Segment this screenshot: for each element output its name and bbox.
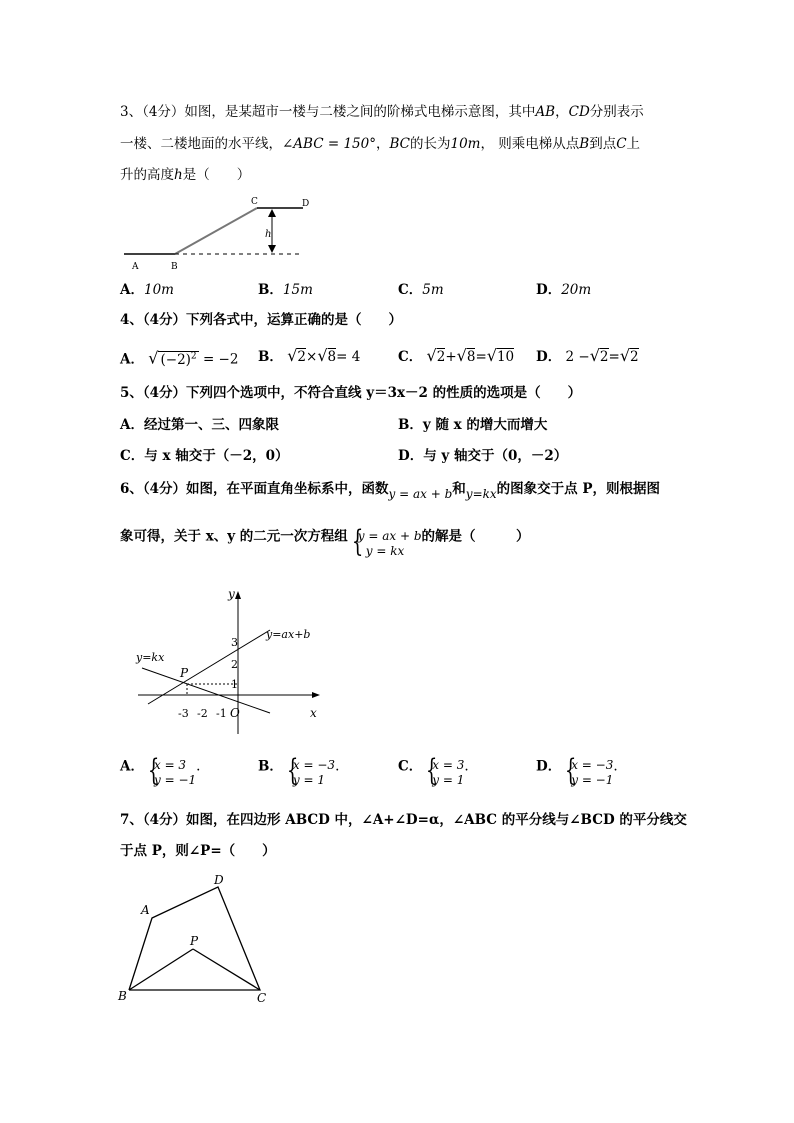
sol-y: y = 1	[292, 773, 326, 787]
option-letter: A．	[120, 417, 144, 433]
option-letter: B．	[258, 282, 283, 298]
equation-system	[144, 753, 197, 788]
q4-stem: 4、（4分）下列各式中，运算正确的是（ ）	[120, 312, 403, 328]
q6-and: 和	[452, 481, 466, 497]
fig-label-c: C	[251, 197, 258, 207]
q3-len: 10m	[450, 136, 481, 152]
option-letter: D．	[536, 758, 562, 775]
sqrt-symbol: √	[619, 346, 631, 365]
escalator-bc	[175, 208, 257, 254]
brace: {	[351, 524, 364, 559]
q3-ab: AB	[535, 104, 556, 120]
q3-sep: ，	[555, 104, 569, 120]
option-value: 10m	[143, 282, 174, 298]
fig-label-h: h	[265, 229, 272, 240]
line2-label: y=kx	[136, 651, 165, 664]
q3-text-2b: ，	[375, 136, 390, 152]
q7-figure	[115, 872, 285, 1007]
operator: +	[445, 349, 457, 365]
radicand: 2	[297, 349, 307, 365]
q3-option-a[interactable]	[120, 281, 174, 299]
option-text: 与 x 轴交于（－2，0）	[144, 448, 289, 464]
q3-option-d[interactable]	[536, 281, 591, 299]
sol-y: y = −1	[153, 773, 197, 787]
y-axis-label: y	[228, 587, 235, 601]
sol-y: y = 1	[432, 773, 465, 787]
sqrt-symbol: √	[426, 346, 437, 365]
q6-text-1b: 的图象交于点 P，则根据图	[496, 481, 661, 497]
arrow-head-up	[268, 209, 276, 217]
option-letter: A．	[120, 758, 144, 775]
operator: ×	[306, 349, 318, 365]
option-letter: B．	[258, 349, 283, 365]
radicand-text: (−2)	[160, 351, 191, 368]
system-eq2: y = kx	[365, 544, 405, 558]
q5-option-a[interactable]	[120, 416, 279, 434]
q4-option-a[interactable]	[120, 347, 238, 369]
x-axis-label: x	[310, 706, 317, 720]
option-letter: C．	[398, 349, 423, 365]
sqrt-symbol: √	[287, 346, 298, 365]
option-value: 15m	[282, 282, 313, 298]
label-a: A	[141, 903, 150, 917]
option-letter: C．	[398, 282, 423, 298]
brace: {	[147, 753, 160, 788]
point-p-label: P	[180, 666, 189, 680]
option-letter: C．	[120, 448, 145, 464]
label-p: P	[190, 934, 199, 948]
q6-graph	[130, 588, 330, 738]
fig-label-d: D	[302, 199, 310, 209]
radicand: 10	[496, 349, 515, 365]
sol-x: x = −3	[292, 758, 336, 772]
option-dot: .	[196, 758, 201, 775]
exponent: 2	[190, 351, 197, 361]
q3-text-b: 分别表示	[589, 104, 644, 120]
equation-system	[422, 753, 465, 788]
q5-option-d[interactable]	[398, 447, 567, 465]
q3-angle: ∠ABC = 150°	[282, 136, 376, 152]
tick-x-neg2: -2	[197, 707, 208, 720]
option-dot: .	[613, 758, 618, 775]
line1-label: y=ax+b	[266, 628, 311, 641]
option-letter: D．	[398, 448, 424, 464]
q3-h: h	[174, 167, 183, 183]
q3-text-3b: 是（ ）	[182, 167, 251, 183]
option-letter: D．	[536, 349, 562, 365]
tick-y-3: 3	[231, 636, 238, 649]
x-axis-arrow	[312, 692, 320, 698]
fig-label-a: A	[132, 262, 139, 272]
option-letter: A．	[120, 282, 144, 298]
option-rest: = −2	[198, 351, 239, 368]
equation-system	[283, 753, 336, 788]
q6-option-c[interactable]	[398, 752, 469, 788]
line-ax-b	[148, 630, 270, 704]
option-rest: = 4	[336, 349, 361, 365]
tick-y-1: 1	[231, 678, 238, 691]
q3-cd: CD	[568, 104, 590, 120]
q6-text-2b: 的解是（ ）	[421, 528, 530, 545]
q3-text-2c: 的长为	[410, 136, 451, 152]
sqrt-symbol: √	[317, 346, 328, 365]
q3-line2	[120, 135, 640, 153]
q3-b: B	[579, 136, 590, 152]
system-eq1: y = ax + b	[357, 529, 422, 543]
brace: {	[426, 753, 438, 788]
option-letter: D．	[536, 282, 562, 298]
q5-option-b[interactable]	[398, 416, 547, 434]
q6-f1: y = ax + b	[388, 487, 453, 501]
q4-option-d[interactable]	[536, 347, 639, 366]
equals: =	[608, 349, 620, 365]
option-letter: B．	[398, 417, 423, 433]
label-d: D	[214, 873, 224, 887]
sqrt-symbol: √	[148, 348, 159, 368]
q3-bc: BC	[389, 136, 410, 152]
option-text: y 随 x 的增大而增大	[422, 417, 548, 433]
radicand	[158, 351, 198, 368]
option-letter: C．	[398, 758, 423, 775]
q3-text-2e: 到点	[589, 136, 617, 152]
q4-option-b[interactable]	[258, 347, 360, 366]
sol-x: x = 3	[153, 758, 187, 772]
q4-option-c[interactable]	[398, 347, 514, 366]
option-text: 与 y 轴交于（0，－2）	[423, 448, 568, 464]
radicand: 8	[327, 349, 337, 365]
label-b: B	[118, 989, 127, 1003]
q3-option-b[interactable]	[258, 281, 313, 299]
brace: {	[286, 753, 299, 788]
option-dot: .	[335, 758, 340, 775]
radicand: 2	[599, 349, 609, 365]
bisector-cp	[193, 949, 260, 990]
option-value: 20m	[561, 282, 592, 298]
q3-text-2a: 一楼、二楼地面的水平线，	[120, 136, 282, 152]
option-letter: B．	[258, 758, 283, 775]
q6-f2: y=kx	[465, 487, 497, 501]
option-letter: A．	[120, 351, 144, 368]
q3-figure	[120, 195, 320, 270]
bisector-bp	[129, 949, 193, 990]
q3-text-2f: 上	[626, 136, 641, 152]
origin-label: O	[230, 706, 240, 720]
q6-line1	[120, 480, 661, 501]
q3-line1	[120, 103, 644, 121]
q3-text: 3、（4分）如图，是某超市一楼与二楼之间的阶梯式电梯示意图，其中	[120, 104, 536, 120]
equals: =	[475, 349, 487, 365]
sqrt-symbol: √	[456, 346, 467, 365]
q7-line2: 于点 P，则∠P=（ ）	[120, 843, 276, 859]
radicand: 2	[436, 349, 446, 365]
radicand: 8	[466, 349, 476, 365]
sqrt-symbol: √	[486, 346, 497, 365]
sqrt-symbol: √	[589, 346, 600, 365]
sol-x: x = 3	[432, 758, 465, 772]
q3-line3	[120, 166, 250, 184]
tick-x-neg3: -3	[178, 707, 189, 720]
option-value: 5m	[422, 282, 444, 298]
arrow-head-down	[268, 245, 276, 253]
q3-text-3a: 升的高度	[120, 167, 174, 183]
equation-system	[561, 753, 614, 788]
tick-y-2: 2	[231, 658, 238, 671]
q6-line2	[120, 522, 530, 559]
q6-option-a[interactable]	[120, 752, 201, 788]
q5-option-c[interactable]	[120, 447, 289, 465]
sol-x: x = −3	[571, 758, 614, 772]
sol-y: y = −1	[571, 773, 614, 787]
option-pre: 2 −	[565, 349, 590, 365]
brace: {	[565, 753, 577, 788]
q6-text-1a: 6、（4分）如图，在平面直角坐标系中，函数	[120, 481, 389, 497]
q6-option-d[interactable]	[536, 752, 618, 788]
fig-label-b: B	[171, 262, 178, 272]
equation-system	[348, 524, 422, 559]
label-c: C	[257, 991, 267, 1005]
option-dot: .	[464, 758, 469, 775]
radicand: 2	[630, 349, 639, 365]
tick-x-neg1: -1	[216, 707, 227, 720]
q3-option-c[interactable]	[398, 281, 444, 299]
q6-option-b[interactable]	[258, 752, 340, 788]
q6-text-2a: 象可得，关于 x、y 的二元一次方程组	[120, 528, 348, 545]
q3-c: C	[616, 136, 627, 152]
q5-stem: 5、（4分）下列四个选项中，不符合直线 y＝3x－2 的性质的选项是（ ）	[120, 385, 582, 401]
y-axis-arrow	[235, 591, 241, 599]
q3-text-2d: ， 则乘电梯从点	[480, 136, 580, 152]
q7-line1: 7、（4分）如图，在四边形 ABCD 中，∠A+∠D=α，∠ABC 的平分线与∠BCD 的平分线交	[120, 812, 687, 828]
option-text: 经过第一、三、四象限	[143, 417, 279, 433]
